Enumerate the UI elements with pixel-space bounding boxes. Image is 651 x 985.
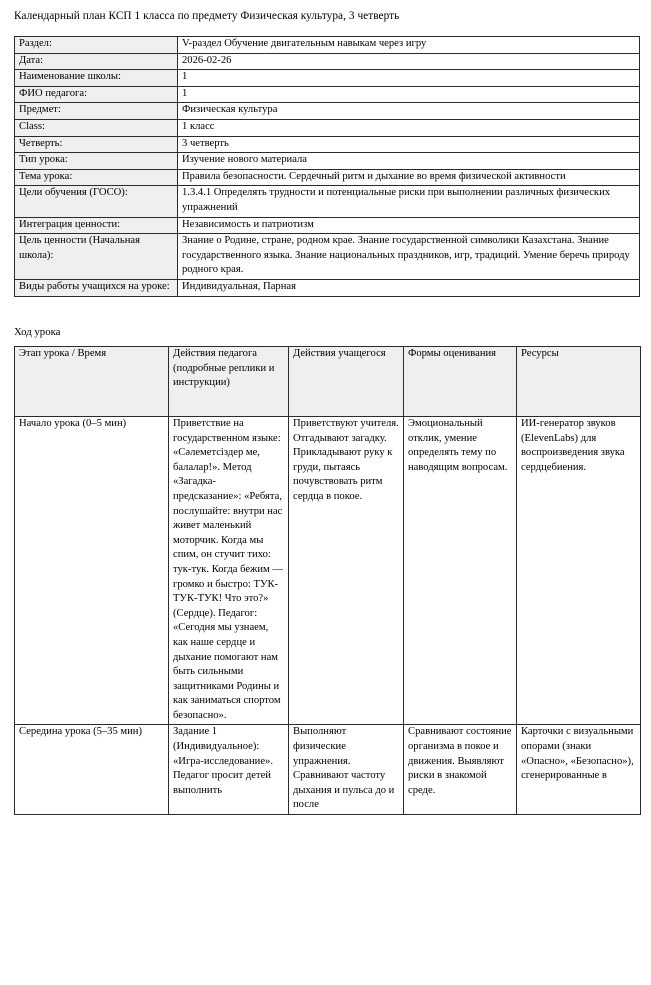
info-value-data: 2026-02-26 — [178, 53, 640, 70]
info-value-lesson-topic: Правила безопасности. Сердечный ритм и дыхание во время физической активности — [178, 169, 640, 186]
table-row — [15, 279, 640, 296]
info-value-goals: 1.3.4.1 Определять трудности и потенциальные риски при выполнении различных физических упражнений — [178, 186, 640, 217]
info-value-teacher: 1 — [178, 86, 640, 103]
table-header-row — [15, 347, 641, 417]
cell-stage: Начало урока (0–5 мин) — [15, 417, 169, 725]
column-header-resources: Ресурсы — [517, 347, 641, 417]
lesson-plan-header — [15, 347, 641, 417]
lesson-info-table — [14, 36, 640, 297]
table-row — [15, 70, 640, 87]
info-label-school: Наименование школы: — [15, 70, 178, 87]
info-label-value-goal: Цель ценности (Начальная школа): — [15, 234, 178, 280]
cell-student-actions: Выполняют физические упражнения. Сравнивают частоту дыхания и пульса до и после — [289, 725, 404, 815]
info-label-lesson-type: Тип урока: — [15, 153, 178, 170]
cell-resources: Карточки с визуальными опорами (знаки «Опасно», «Безопасно»), сгенерированные в — [517, 725, 641, 815]
info-label-razdel: Раздел: — [15, 37, 178, 54]
lesson-info-body — [15, 37, 640, 297]
cell-teacher-actions: Задание 1 (Индивидуальное): «Игра-исследование». Педагог просит детей выполнить — [169, 725, 289, 815]
info-label-subject: Предмет: — [15, 103, 178, 120]
table-row — [15, 217, 640, 234]
lesson-plan-body — [15, 417, 641, 815]
info-label-class: Class: — [15, 119, 178, 136]
table-row — [15, 153, 640, 170]
cell-stage: Середина урока (5–35 мин) — [15, 725, 169, 815]
info-value-work-types: Индивидуальная, Парная — [178, 279, 640, 296]
lesson-plan-table — [14, 346, 641, 815]
info-label-goals: Цели обучения (ГОСО): — [15, 186, 178, 217]
column-header-teacher-actions: Действия педагога (подробные реплики и инструкции) — [169, 347, 289, 417]
info-label-value-integration: Интеграция ценности: — [15, 217, 178, 234]
table-row — [15, 53, 640, 70]
table-row — [15, 234, 640, 280]
cell-resources: ИИ-генератор звуков (ElevenLabs) для воспроизведения звука сердцебиения. — [517, 417, 641, 725]
info-value-school: 1 — [178, 70, 640, 87]
info-label-quarter: Четверть: — [15, 136, 178, 153]
info-value-razdel: V-раздел Обучение двигательным навыкам через игру — [178, 37, 640, 54]
table-row — [15, 136, 640, 153]
table-row — [15, 119, 640, 136]
table-row — [15, 86, 640, 103]
info-value-value-goal: Знание о Родине, стране, родном крае. Знание государственной символики Казахстана. Знание государственного языка. Знание национальных праздников, игр, традиций. Умение беречь природу родного края. — [178, 234, 640, 280]
info-value-value-integration: Независимость и патриотизм — [178, 217, 640, 234]
cell-assessment: Сравнивают состояние организма в покое и движения. Выявляют риски в знакомой среде. — [404, 725, 517, 815]
table-row — [15, 169, 640, 186]
table-row — [15, 417, 641, 725]
table-row — [15, 186, 640, 217]
info-value-class: 1 класс — [178, 119, 640, 136]
info-value-subject: Физическая культура — [178, 103, 640, 120]
info-value-quarter: 3 четверть — [178, 136, 640, 153]
table-row — [15, 725, 641, 815]
lesson-flow-heading: Ход урока — [14, 326, 61, 338]
cell-student-actions: Приветствуют учителя. Отгадывают загадку. Прикладывают руку к груди, пытаясь почувствовать ритм сердца в покое. — [289, 417, 404, 725]
table-row — [15, 103, 640, 120]
info-label-teacher: ФИО педагога: — [15, 86, 178, 103]
info-label-lesson-topic: Тема урока: — [15, 169, 178, 186]
info-label-work-types: Виды работы учащихся на уроке: — [15, 279, 178, 296]
column-header-student-actions: Действия учащегося — [289, 347, 404, 417]
page-title: Календарный план КСП 1 класса по предмету Физическая культура, 3 четверть — [14, 10, 400, 22]
info-value-lesson-type: Изучение нового материала — [178, 153, 640, 170]
cell-teacher-actions: Приветствие на государственном языке: «Сәлеметсіздер ме, балалар!». Метод «Загадка-предсказание»: «Ребята, послушайте: внутри нас живет маленький моторчик. Когда мы спим, он стучит тихо: тук-тук. Когда бежим — громко и быстро: ТУК-ТУК-ТУК! Что это?» (Сердце). Педагог: «Сегодня мы узнаем, как наше сердце и дыхание помогают нам быть сильными защитниками Родины и как заниматься спортом безопасно». — [169, 417, 289, 725]
column-header-stage: Этап урока / Время — [15, 347, 169, 417]
column-header-assessment: Формы оценивания — [404, 347, 517, 417]
cell-assessment: Эмоциональный отклик, умение определять тему по наводящим вопросам. — [404, 417, 517, 725]
info-label-data: Дата: — [15, 53, 178, 70]
table-row — [15, 37, 640, 54]
